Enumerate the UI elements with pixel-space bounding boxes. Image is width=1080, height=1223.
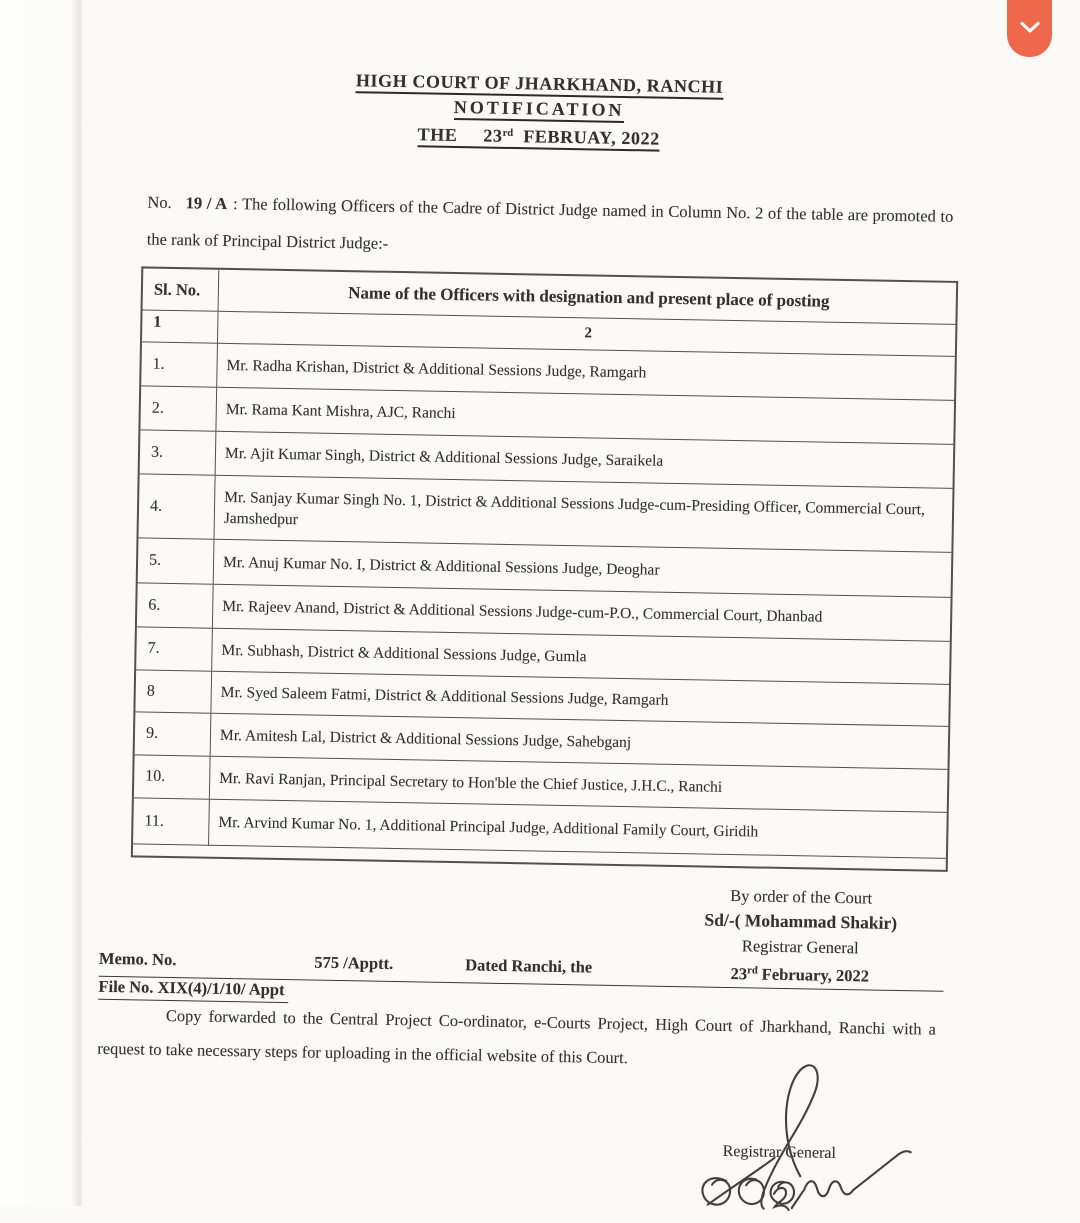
copy-forwarded-paragraph: Copy forwarded to the Central Project Co-ordinator, e-Courts Project, High Court of Jharkhand, Ranchi with a request to take necessary steps for uploading in the official website of this Court.: [97, 1005, 937, 1067]
intro-paragraph: [146, 184, 953, 272]
memo-number-label: No.: [147, 192, 172, 212]
chevron-down-icon: [1019, 21, 1041, 34]
table-cell-sl: 8: [135, 670, 212, 713]
signed-line: Sd/-( Mohammad Shakir): [704, 909, 898, 933]
registrar-general-line: Registrar General: [741, 936, 859, 958]
table-cell-sl: 9.: [135, 712, 212, 756]
memo-number: 575 /Apptt.: [314, 952, 394, 974]
signature-title: Registrar General: [722, 1142, 837, 1162]
table-cell-sl: 4.: [138, 474, 215, 539]
table-cell-name: Mr. Sanjay Kumar Singh No. 1, District & Additional Sessions Judge-cum-Presiding Officer, Commercial Court, Jamshedpur: [214, 476, 952, 553]
table-cell-sl: 5.: [138, 538, 215, 584]
notification-date: THE 23rd FEBRUAY, 2022: [0, 114, 1079, 157]
court-title: HIGH COURT OF JHARKHAND, RANCHI: [0, 64, 1080, 104]
table-cell-sl: 11.: [133, 798, 210, 845]
memo-dated: Dated Ranchi, the: [465, 955, 593, 977]
memo-label: Memo. No.: [98, 948, 177, 970]
table-cell-sl: 6.: [137, 583, 214, 628]
notification-title: NOTIFICATION: [0, 89, 1079, 129]
table-cell-sl: 7.: [136, 627, 213, 671]
column-number-1: 1: [142, 310, 219, 343]
table-cell-name: Mr. Ajit Kumar Singh, District & Additional Sessions Judge, Saraikela: [216, 432, 954, 489]
table-cell-name: Mr. Rajeev Anand, District & Additional Sessions Judge-cum-P.O., Commercial Court, Dhanbad: [213, 585, 951, 642]
table-cell-name: Mr. Amitesh Lal, District & Additional Sessions Judge, Sahebganj: [211, 714, 949, 770]
table-cell-name: Mr. Subhash, District & Additional Sessions Judge, Gumla: [212, 629, 950, 685]
table-cell-name: Mr. Anuj Kumar No. I, District & Additional Sessions Judge, Deoghar: [214, 540, 952, 598]
table-cell-name: Mr. Ravi Ranjan, Principal Secretary to Hon'ble the Chief Justice, J.H.C., Ranchi: [210, 757, 948, 813]
intro-text: : The following Officers of the Cadre of District Judge named in Column No. 2 of the table are promoted to the rank of Principal District Judge:-: [146, 194, 954, 253]
table-cell-name: Mr. Rama Kant Mishra, AJC, Ranchi: [216, 388, 954, 445]
header-sl-no: Sl. No.: [143, 268, 220, 311]
notification-number: 19 / A: [185, 193, 228, 213]
document-header: [0, 64, 1080, 161]
table-cell-sl: 3.: [140, 430, 217, 475]
table-cell-sl: 10.: [134, 755, 211, 799]
column-number-2: 2: [218, 312, 955, 357]
handwritten-signature: [672, 1052, 925, 1214]
table-cell-name: Mr. Arvind Kumar No. 1, Additional Principal Judge, Additional Family Court, Giridih: [209, 800, 947, 859]
table-cell-sl: 1.: [141, 342, 218, 387]
by-order-line: By order of the Court: [730, 885, 873, 908]
signoff-date: 23rd February, 2022: [730, 964, 870, 986]
table-cell-name: Mr. Syed Saleem Fatmi, District & Additional Sessions Judge, Ramgarh: [211, 672, 949, 727]
table-cell-sl: 2.: [140, 386, 217, 431]
file-number-line: File No. XIX(4)/1/10/ Appt: [98, 976, 288, 1003]
table-cell-name: Mr. Radha Krishan, District & Additional Sessions Judge, Ramgarh: [217, 344, 955, 401]
officers-table: [131, 266, 958, 871]
collapse-button[interactable]: [1007, 0, 1052, 57]
header-officer-name: Name of the Officers with designation and present place of posting: [219, 270, 957, 325]
